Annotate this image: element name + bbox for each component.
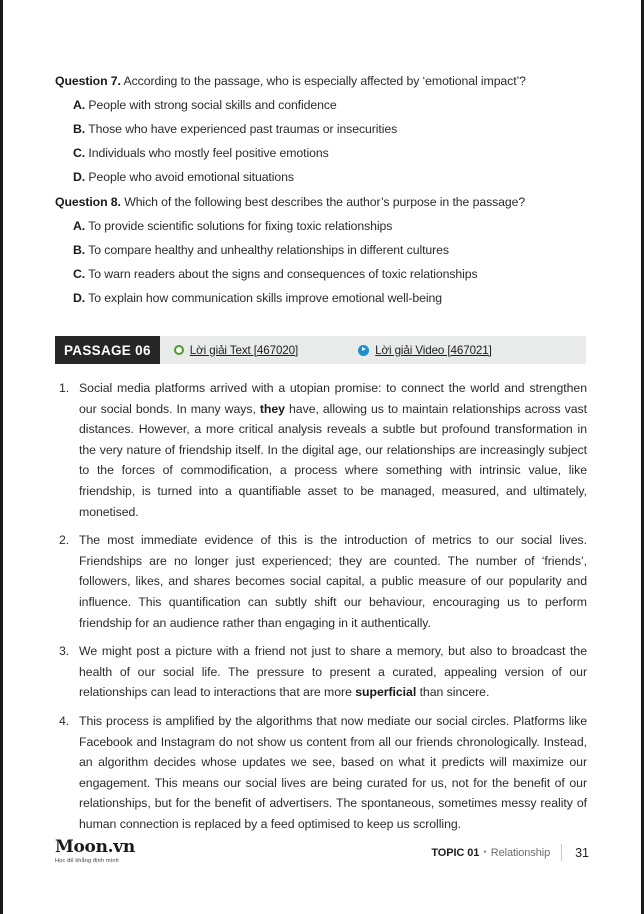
passage-solution-links [160, 336, 586, 364]
question-8-option-d[interactable] [55, 287, 587, 310]
play-circle-icon [358, 345, 369, 356]
circle-ring-icon [174, 345, 184, 355]
option-letter: D. [73, 291, 86, 305]
paragraph-number: 4. [59, 713, 70, 728]
option-text: People who avoid emotional situations [85, 170, 294, 184]
option-letter: B. [73, 122, 86, 136]
moon-vn-logo [55, 838, 135, 864]
question-8-option-b[interactable] [55, 239, 587, 262]
question-8-option-c[interactable] [55, 263, 587, 286]
option-text: To explain how communication skills improve emotional well-being [85, 291, 442, 305]
option-text: Individuals who mostly feel positive emotions [85, 146, 329, 160]
option-letter: A. [73, 219, 86, 233]
loi-giai-text-label: Lời giải Text [467020] [189, 343, 299, 357]
paragraph-number: 3. [59, 644, 70, 659]
question-block-7 [55, 70, 587, 189]
passage-paragraph-3 [55, 641, 587, 703]
passage-paragraph-1 [55, 378, 587, 522]
paragraph-text: This process is amplified by the algorithms that now mediate our social circles. Platforms like Facebook and Instagram do not show us content from all our friends chronologically. Instead, an algorithm decides whose updates we see, based on what it predicts will maximize our engagement. This means our social lives are being curated for us, not for the benefit of our relationships, but for the benefit of advertisers. The spontaneous, sometimes messy reality of human connection is replaced by a feed optimised to keep us scrolling. [79, 713, 587, 831]
paragraph-text: The most immediate evidence of this is the introduction of metrics to our social lives. Friendships are no longer just experienced; they are counted. The number of ‘friends’, followers, likes, and shares becomes social capital, a public measure of our popularity and influence. This quantification can subtly shift our behaviour, encouraging us to perform friendship for an audience rather than engaging in it authentically. [79, 533, 587, 630]
paragraph-text: We might post a picture with a friend not just to share a memory, but also to broadcast the health of our social life. The pressure to present a curated, appealing version of our relationships can lead to interactions that are more superficial than sincere. [79, 644, 587, 700]
option-text: To warn readers about the signs and consequences of toxic relationships [85, 267, 478, 281]
passage-header-bar [55, 336, 586, 364]
option-letter: C. [73, 267, 86, 281]
paragraph-text: Social media platforms arrived with a utopian promise: to connect the world and strengthen our social bonds. In many ways, they have, allowing us to maintain relationships across vast distances. However, a more critical analysis reveals a subtle but profound transformation in the very nature of friendship itself. In the digital age, our relationships are increasingly subject to the forces of commodification, a process where something with intrinsic value, like friendship, is turned into a quantifiable asset to be managed, measured, and ultimately, monetised. [79, 381, 587, 519]
loi-giai-video-label: Lời giải Video [467021] [375, 343, 492, 357]
loi-giai-text-link[interactable] [174, 344, 298, 357]
footer-meta [431, 844, 589, 861]
question-8-option-a[interactable] [55, 215, 587, 238]
passage-body [55, 378, 587, 834]
question-7-option-a[interactable] [55, 94, 587, 117]
option-text: To provide scientific solutions for fixing toxic relationships [85, 219, 393, 233]
option-letter: D. [73, 170, 86, 184]
question-stem [55, 70, 587, 93]
loi-giai-video-link[interactable] [358, 344, 492, 357]
question-7-option-b[interactable] [55, 118, 587, 141]
question-7-option-c[interactable] [55, 142, 587, 165]
option-letter: C. [73, 146, 86, 160]
logo-tagline: Học để khẳng định mình [55, 858, 119, 864]
option-text: Those who have experienced past traumas or insecurities [85, 122, 398, 136]
footer-subject: Relationship [490, 846, 551, 859]
option-text: To compare healthy and unhealthy relationships in different cultures [85, 243, 449, 257]
passage-paragraph-2 [55, 530, 587, 633]
option-text: People with strong social skills and confidence [85, 98, 337, 112]
question-label: Question 8. [55, 195, 121, 209]
footer-divider [561, 844, 562, 861]
passage-paragraph-4 [55, 711, 587, 835]
option-letter: B. [73, 243, 86, 257]
paragraph-number: 2. [59, 533, 70, 548]
page-content [55, 70, 587, 842]
question-stem [55, 191, 587, 214]
page-number: 31 [575, 845, 589, 860]
passage-badge: PASSAGE 06 [55, 336, 160, 364]
footer-topic: TOPIC 01 [431, 846, 480, 859]
question-text: Which of the following best describes the author’s purpose in the passage? [120, 195, 526, 209]
logo-wordmark: Moon.vn [55, 837, 135, 857]
question-7-option-d[interactable] [55, 166, 587, 189]
question-label: Question 7. [55, 74, 121, 88]
option-letter: A. [73, 98, 86, 112]
paragraph-number: 1. [59, 381, 70, 395]
question-block-8 [55, 191, 587, 310]
page-footer [55, 838, 589, 878]
question-text: According to the passage, who is especially affected by ‘emotional impact’? [120, 74, 526, 88]
footer-separator-dot: • [483, 847, 487, 858]
